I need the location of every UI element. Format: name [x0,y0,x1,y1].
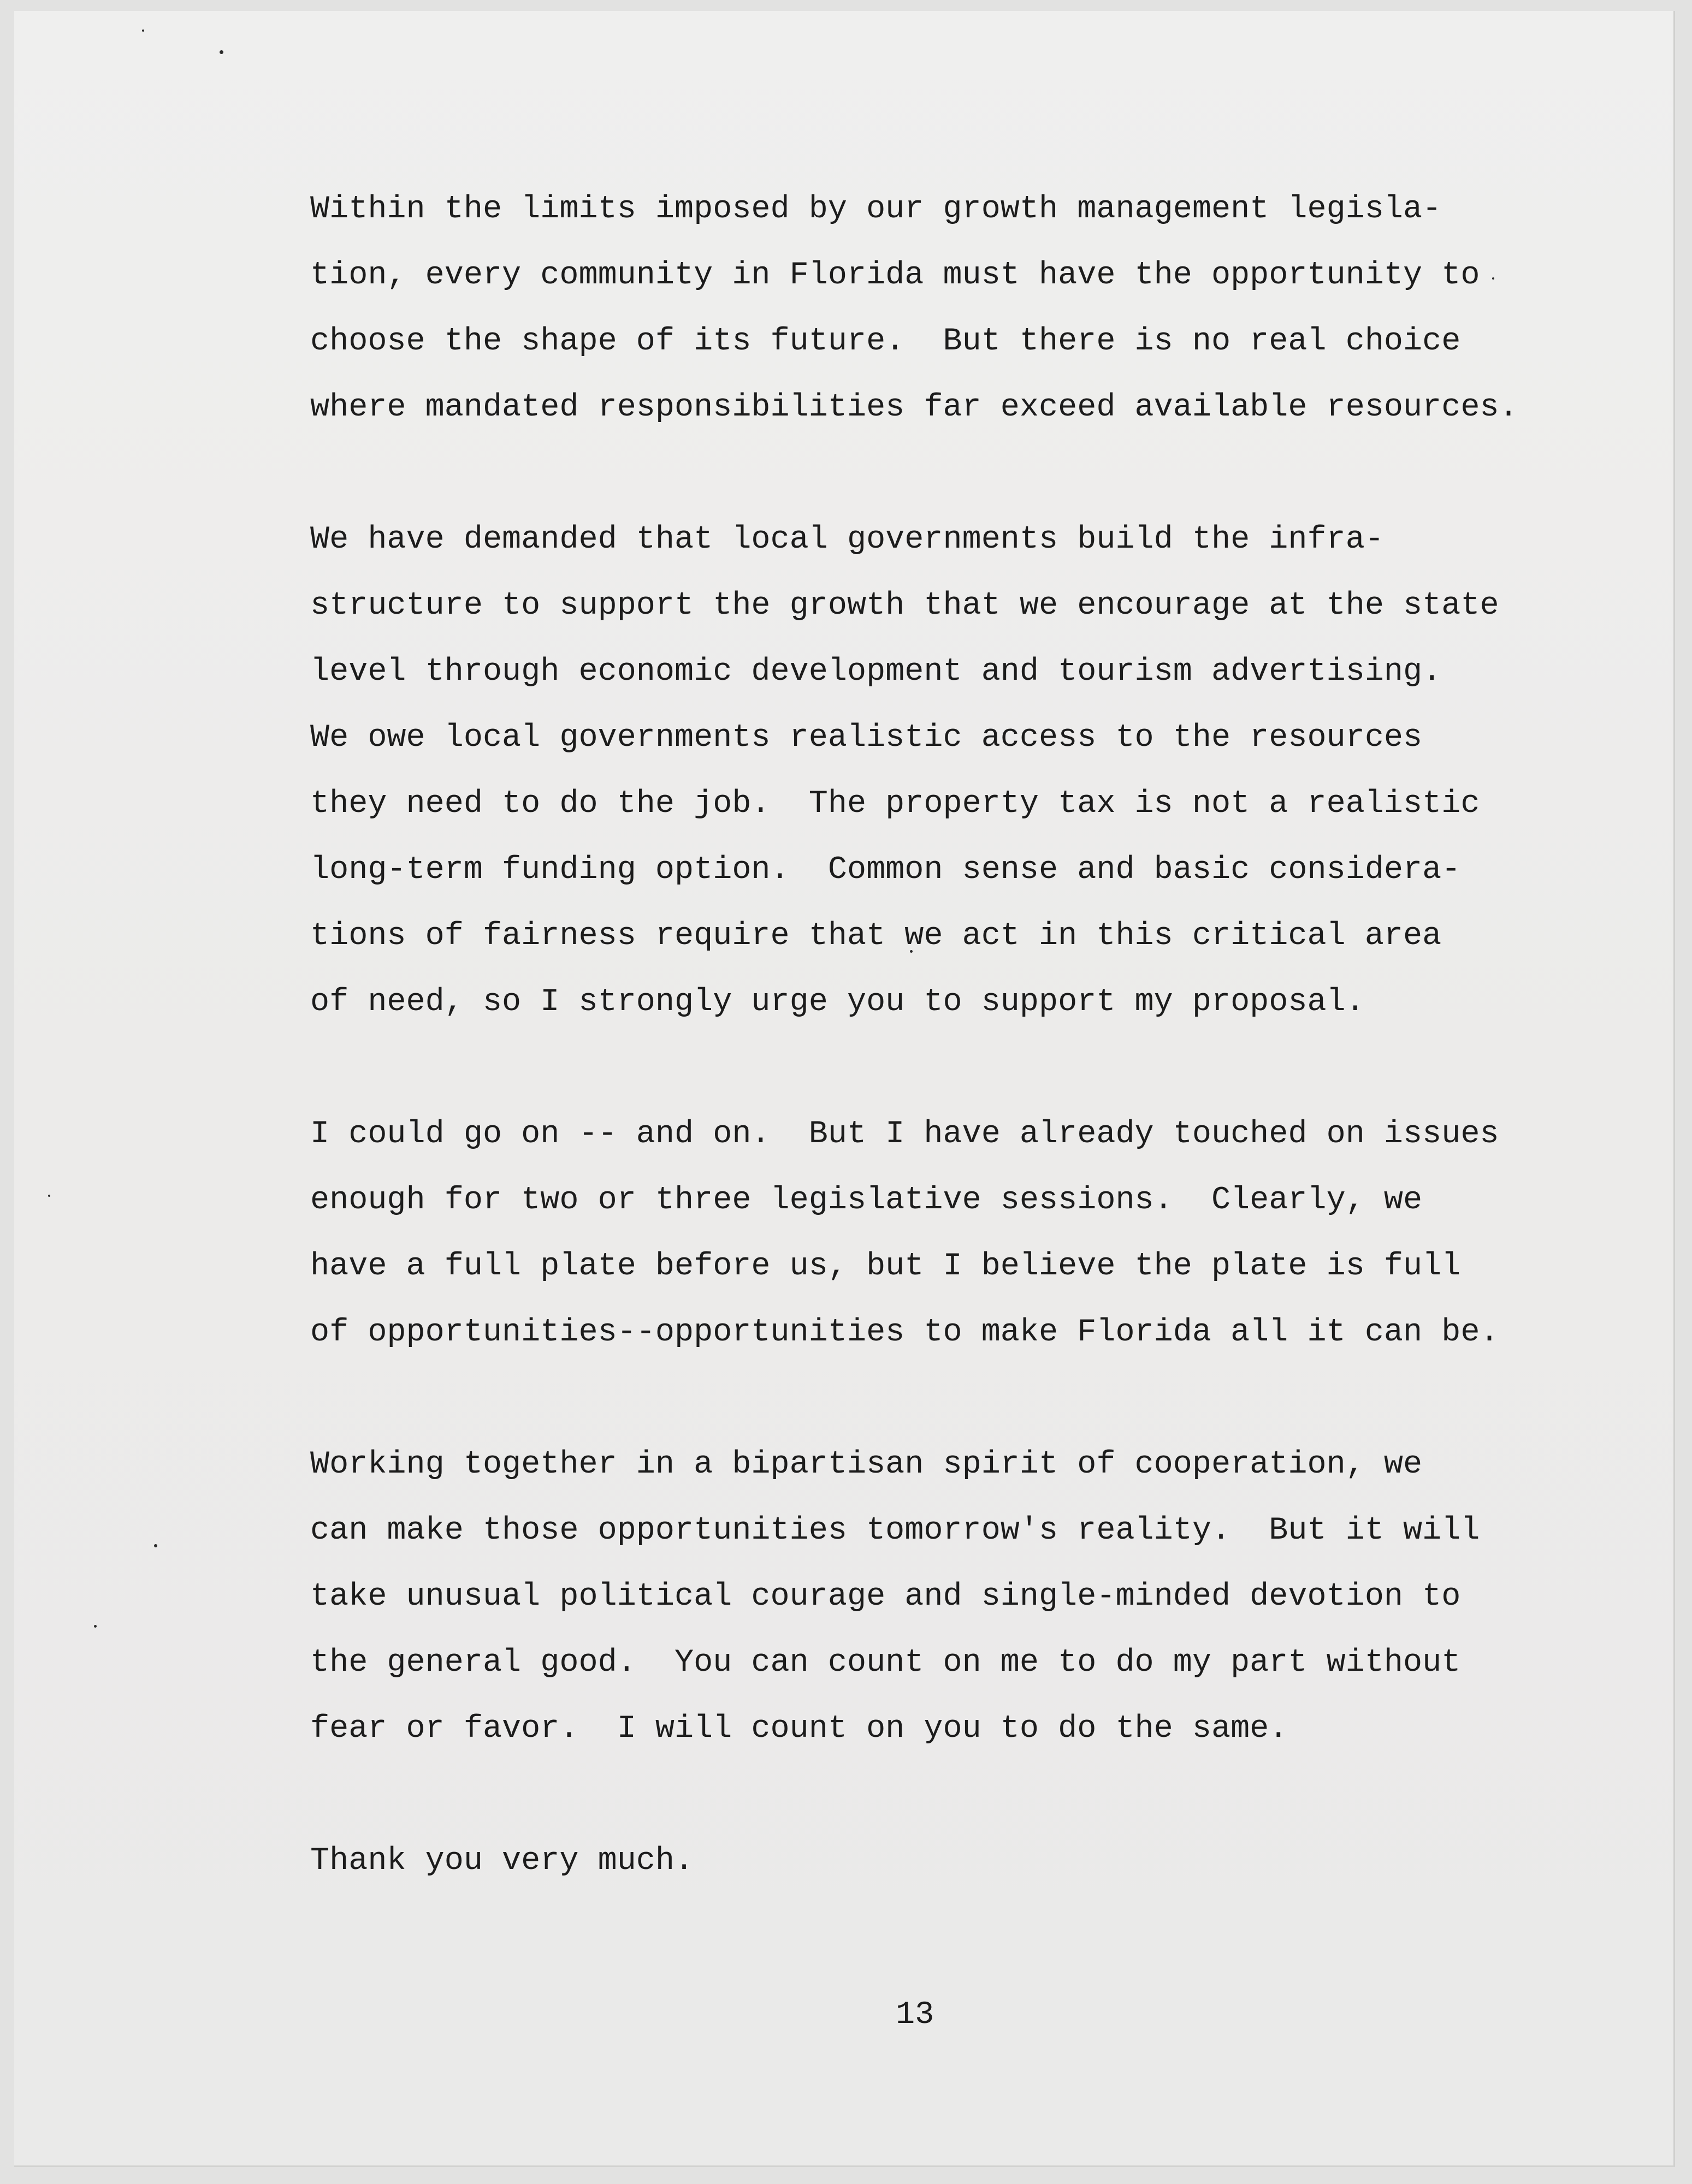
text-line: enough for two or three legislative sessions. Clearly, we [310,1182,1423,1218]
document-page [14,11,1675,2167]
text-line: I could go on -- and on. But I have already touched on issues [310,1115,1499,1152]
text-line: of opportunities--opportunities to make Florida all it can be. [310,1314,1499,1350]
text-line: fear or favor. I will count on you to do the same. [310,1710,1288,1747]
paper-speck [48,1195,50,1197]
paper-speck [220,50,223,54]
text-line: We owe local governments realistic access to the resources [310,719,1423,756]
paragraph [310,1101,1610,1365]
text-line: where mandated responsibilities far exceed available resources. [310,389,1518,425]
text-line: structure to support the growth that we encourage at the state [310,587,1499,624]
text-line: they need to do the job. The property tax is not a realistic [310,785,1480,822]
text-line: level through economic development and tourism advertising. [310,653,1442,690]
paper-speck [142,29,144,32]
text-line: take unusual political courage and single-minded devotion to [310,1578,1461,1615]
text-line: Working together in a bipartisan spirit of cooperation, we [310,1446,1423,1482]
text-line: the general good. You can count on me to do my part without [310,1644,1461,1681]
text-line: Thank you very much. [310,1842,694,1879]
text-line: can make those opportunities tomorrow's reality. But it will [310,1512,1480,1548]
paragraph [310,176,1610,440]
text-line: long-term funding option. Common sense and basic considera- [310,851,1461,888]
text-line: of need, so I strongly urge you to support my proposal. [310,983,1365,1020]
text-line: tions of fairness require that we act in this critical area [310,917,1442,954]
paragraph [310,506,1610,1035]
paper-speck [154,1544,157,1547]
text-line: Within the limits imposed by our growth management legisla- [310,191,1442,227]
paragraph [310,1827,1610,1894]
paper-speck [94,1625,97,1628]
paragraph [310,1431,1610,1761]
text-line: We have demanded that local governments build the infra- [310,521,1384,557]
text-line: tion, every community in Florida must have the opportunity to [310,257,1480,293]
page-number: 13 [896,1996,934,2033]
text-line: choose the shape of its future. But there is no real choice [310,323,1461,359]
text-line: have a full plate before us, but I believe the plate is full [310,1248,1461,1284]
body-text [310,176,1610,1960]
